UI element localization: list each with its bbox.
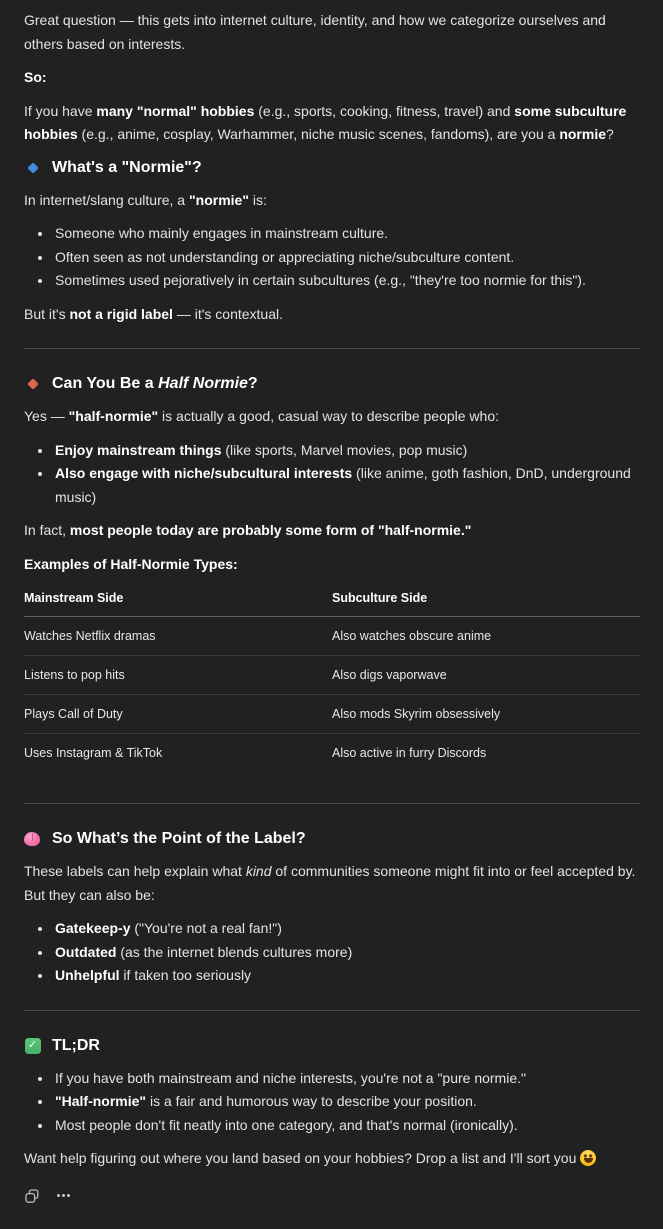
paragraph: In internet/slang culture, a "normie" is: xyxy=(24,191,267,208)
section-heading-tldr xyxy=(24,1035,640,1057)
table-row xyxy=(24,617,640,656)
copy-button[interactable] xyxy=(19,1183,45,1209)
paragraph: Yes — "half-normie" is actually a good, casual way to describe people who: xyxy=(24,408,500,424)
copy-icon xyxy=(24,1188,40,1204)
question-paragraph: If you have many "normal" hobbies (e.g., sports, cooking, fitness, travel) and some subculture hobbies (e.g., anime, cosplay, Warhammer, niche music scenes, fandoms), are you a normie? xyxy=(24,102,627,142)
list-item: • Gatekeep-y ("You're not a real fan!") xyxy=(53,917,640,941)
message-actions xyxy=(19,1183,640,1209)
table-row xyxy=(24,656,640,695)
table-cell: Also active in furry Discords xyxy=(332,746,487,760)
heading-text: So What’s the Point of the Label? xyxy=(52,830,306,847)
section-heading-label-point xyxy=(24,828,640,850)
section-heading-half-normie xyxy=(24,373,640,395)
bullet-list xyxy=(24,917,640,988)
table-cell: Watches Netflix dramas xyxy=(24,617,332,656)
bullet-list xyxy=(24,439,640,510)
half-normie-table-wrapper xyxy=(24,586,640,781)
heading-text: Can You Be a Half Normie? xyxy=(52,375,258,392)
divider xyxy=(24,348,640,349)
check-mark-icon xyxy=(24,1037,41,1054)
paragraph: But it's not a rigid label — it's contextual. xyxy=(24,305,283,322)
bullet-list xyxy=(24,1067,640,1138)
list-item: • Unhelpful if taken too seriously xyxy=(53,964,640,988)
closing-text: Want help figuring out where you land based on your hobbies? Drop a list and I'll sort you xyxy=(24,1150,577,1166)
table-cell: Also digs vaporwave xyxy=(332,656,640,695)
paragraph: In fact, most people today are probably some form of "half-normie." xyxy=(24,522,472,538)
so-paragraph: So: xyxy=(24,69,47,85)
heading-text: What's a "Normie"? xyxy=(52,158,202,176)
table-cell: Also watches obscure anime xyxy=(332,617,640,656)
table-header-mainstream: Mainstream Side xyxy=(24,586,332,617)
table-cell: Uses Instagram & TikTok xyxy=(24,746,163,760)
list-item: • Most people don't fit neatly into one category, and that's normal (ironically). xyxy=(53,1114,640,1138)
table-header-row xyxy=(24,586,640,617)
more-options-button[interactable] xyxy=(50,1183,76,1209)
table-row xyxy=(24,734,640,782)
divider xyxy=(24,1010,640,1011)
small-blue-diamond-icon xyxy=(24,159,41,176)
list-item: • Sometimes used pejoratively in certain subcultures (e.g., "they're too normie for this"). xyxy=(53,269,640,293)
list-item: • Outdated (as the internet blends cultures more) xyxy=(53,941,640,965)
table-cell: Listens to pop hits xyxy=(24,656,332,695)
section-heading-normie xyxy=(24,157,640,179)
grinning-face-emoji xyxy=(580,1150,596,1166)
ellipsis-icon xyxy=(62,1194,65,1197)
table-caption: Examples of Half-Normie Types: xyxy=(24,555,238,572)
brain-icon xyxy=(24,831,41,848)
table-header-subculture: Subculture Side xyxy=(332,586,640,617)
closing-paragraph xyxy=(24,1147,640,1171)
list-item: • If you have both mainstream and niche interests, you're not a "pure normie." xyxy=(53,1067,640,1091)
table-cell: Plays Call of Duty xyxy=(24,695,332,734)
bullet-list xyxy=(24,222,640,293)
table-cell: Also mods Skyrim obsessively xyxy=(332,695,640,734)
half-normie-table xyxy=(24,586,640,781)
list-item: • Also engage with niche/subcultural interests (like anime, goth fashion, DnD, underground music) xyxy=(53,462,640,509)
list-item: • Someone who mainly engages in mainstream culture. xyxy=(53,222,640,246)
list-item: • "Half-normie" is a fair and humorous way to describe your position. xyxy=(53,1090,640,1114)
intro-paragraph: Great question — this gets into internet culture, identity, and how we categorize ourselves and others based on interests. xyxy=(24,12,606,52)
paragraph: These labels can help explain what kind of communities someone might fit into or feel accepted by. But they can also be: xyxy=(24,863,636,903)
small-orange-diamond-icon xyxy=(24,376,41,393)
list-item: • Enjoy mainstream things (like sports, Marvel movies, pop music) xyxy=(53,439,640,463)
heading-text: TL;DR xyxy=(52,1036,100,1054)
list-item: • Often seen as not understanding or appreciating niche/subculture content. xyxy=(53,246,640,270)
divider xyxy=(24,803,640,804)
table-row xyxy=(24,695,640,734)
